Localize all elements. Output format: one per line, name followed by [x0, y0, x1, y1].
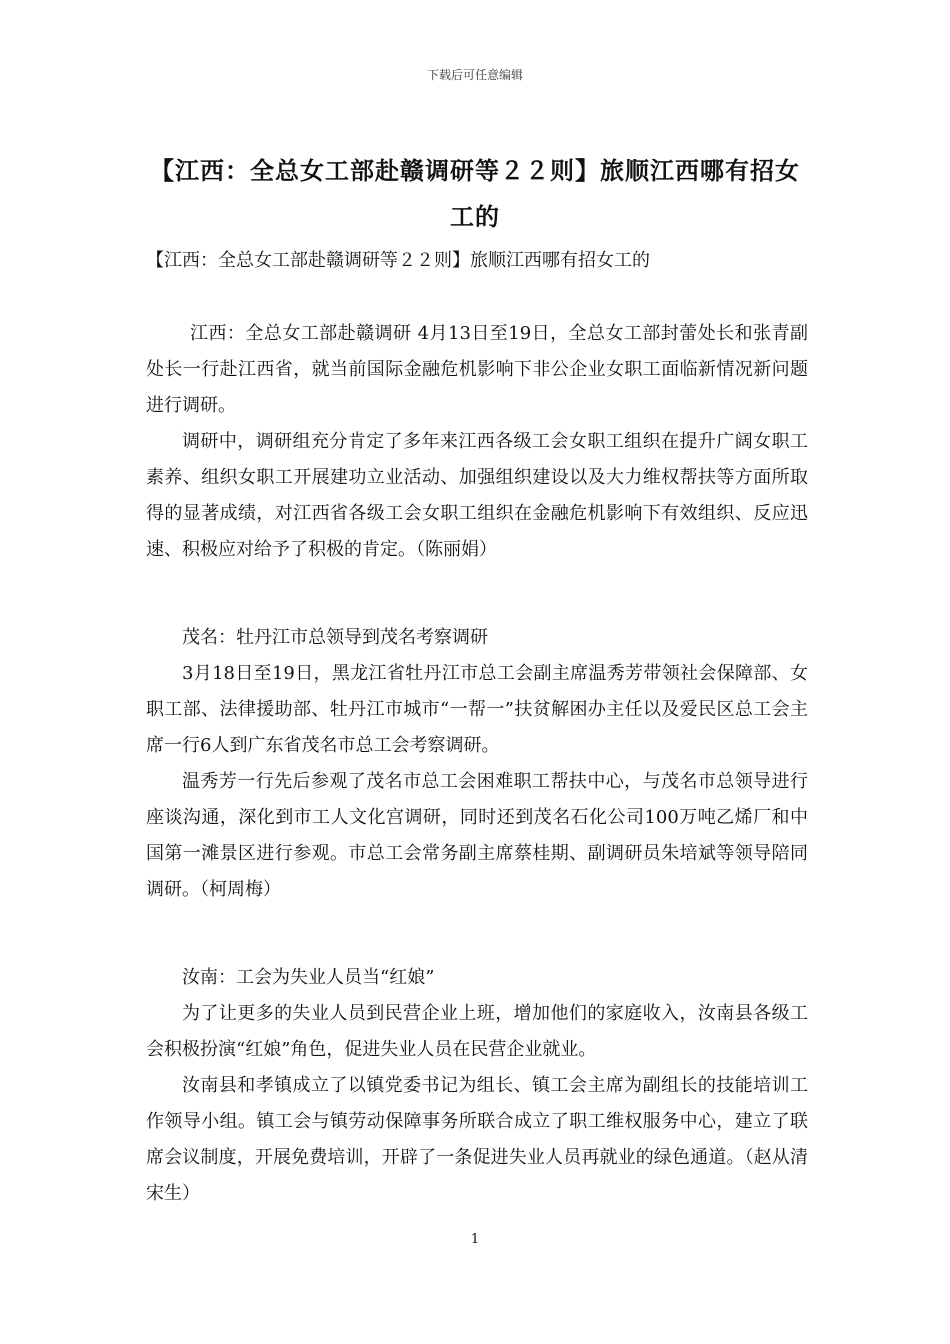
subtitle-line: 【江西：全总女工部赴赣调研等２２则】旅顺江西哪有招女工的 — [146, 250, 650, 271]
section-heading: 汝南：工会为失业人员当“红娘” — [182, 967, 435, 988]
paragraph: 为了让更多的失业人员到民营企业上班，增加他们的家庭收入，汝南县各级工会积极扮演“红娘”角色，促进失业人员在民营企业就业。 — [146, 1003, 808, 1060]
paragraph: 温秀芳一行先后参观了茂名市总工会困难职工帮扶中心，与茂名市总领导进行座谈沟通，深化到市工人文化宫调研，同时还到茂名石化公司100万吨乙烯厂和中国第一滩景区进行参观。市总工会常务副主席蔡桂期、副调研员朱培斌等领导陪同调研。（柯周梅） — [146, 771, 808, 900]
paragraph: 调研中，调研组充分肯定了多年来江西各级工会女职工组织在提升广阔女职工素养、组织女职工开展建功立业活动、加强组织建设以及大力维权帮扶等方面所取得的显著成绩，对江西省各级工会女职工组织在金融危机影响下有效组织、反应迅速、积极应对给予了积极的肯定。（陈丽娟） — [146, 431, 808, 560]
paragraph: 江西：全总女工部赴赣调研 4月13日至19日，全总女工部封蕾处长和张青副处长一行赴江西省，就当前国际金融危机影响下非公企业女职工面临新情况新问题进行调研。 — [146, 323, 808, 416]
paragraph: 汝南县和孝镇成立了以镇党委书记为组长、镇工会主席为副组长的技能培训工作领导小组。镇工会与镇劳动保障事务所联合成立了职工维权服务中心，建立了联席会议制度，开展免费培训，开辟了一条促进失业人员再就业的绿色通道。（赵从清宋生） — [146, 1075, 808, 1204]
section-heading: 茂名：牡丹江市总领导到茂名考察调研 — [182, 627, 488, 648]
document-title: 【江西：全总女工部赴赣调研等２２则】旅顺江西哪有招女工的 — [150, 156, 800, 231]
section-jiangxi — [146, 316, 808, 568]
section-runan — [146, 960, 808, 1212]
page-number: 1 — [470, 1232, 480, 1247]
section-maoming — [146, 620, 808, 908]
paragraph: 3月18日至19日，黑龙江省牡丹江市总工会副主席温秀芳带领社会保障部、女职工部、法律援助部、牡丹江市城市“一帮一”扶贫解困办主任以及爱民区总工会主席一行6人到广东省茂名市总工会考察调研。 — [146, 663, 808, 756]
document-subtitle — [146, 243, 808, 279]
header-note: 下载后可任意编辑 — [426, 68, 523, 82]
